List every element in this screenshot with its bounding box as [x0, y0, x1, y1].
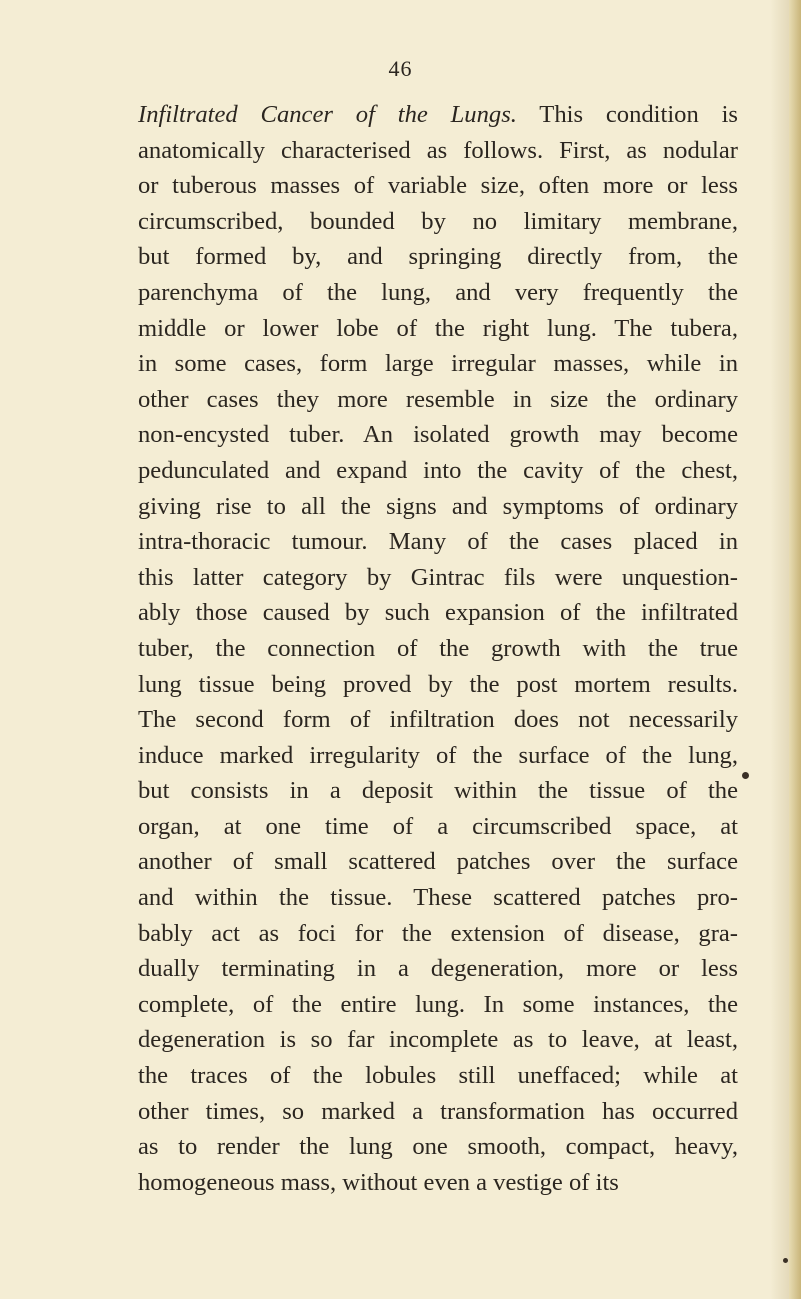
text-line: or tuberous masses of variable size, often more or less — [138, 172, 738, 200]
text-line: and within the tissue. These scattered patches pro- — [138, 884, 738, 912]
text-line: homogeneous mass, without even a vestige of its — [138, 1168, 619, 1196]
text-line: dually terminating in a degeneration, more or less — [138, 955, 738, 983]
ink-spot — [742, 772, 749, 779]
text-line: circumscribed, bounded by no limitary membrane, — [138, 207, 738, 235]
text-line: but formed by, and springing directly from, the — [138, 243, 738, 271]
text-line: but consists in a deposit within the tissue of the — [138, 777, 738, 805]
paragraph — [138, 97, 738, 1200]
text-line: organ, at one time of a circumscribed space, at — [138, 812, 738, 840]
text-line: degeneration is so far incomplete as to leave, at least, — [138, 1026, 738, 1054]
text-line: ably those caused by such expansion of the infiltrated — [138, 599, 738, 627]
text-line — [138, 97, 738, 133]
section-heading: Infiltrated Cancer of the Lungs. — [138, 101, 517, 128]
page-edge — [789, 0, 801, 1299]
text-line: tuber, the connection of the growth with the true — [138, 634, 738, 662]
text-line: as to render the lung one smooth, compact, heavy, — [138, 1133, 738, 1161]
text-line: this latter category by Gintrac fils were unquestion- — [138, 563, 738, 591]
page-number: 46 — [388, 56, 413, 81]
text-line: induce marked irregularity of the surface of the lung, — [138, 741, 738, 769]
text-line: the traces of the lobules still uneffaced; while at — [138, 1062, 738, 1090]
text-line: parenchyma of the lung, and very frequently the — [138, 278, 738, 306]
text-line: pedunculated and expand into the cavity of the chest, — [138, 456, 738, 484]
ink-spot — [783, 1258, 788, 1263]
text-line: in some cases, form large irregular masses, while in — [138, 350, 738, 378]
text-line: non-encysted tuber. An isolated growth may become — [138, 421, 738, 449]
text-line-rest: This condition is — [516, 101, 738, 128]
text-line: The second form of infiltration does not necessarily — [138, 706, 738, 734]
text-line: bably act as foci for the extension of disease, gra- — [138, 919, 738, 947]
text-line: middle or lower lobe of the right lung. The tubera, — [138, 314, 738, 342]
text-line: other cases they more resemble in size the ordinary — [138, 385, 738, 413]
text-line: complete, of the entire lung. In some instances, the — [138, 990, 738, 1018]
text-line: intra-thoracic tumour. Many of the cases placed in — [138, 528, 738, 556]
text-line: other times, so marked a transformation has occurred — [138, 1097, 738, 1125]
text-line: another of small scattered patches over the surface — [138, 848, 738, 876]
text-line: giving rise to all the signs and symptoms of ordinary — [138, 492, 738, 520]
text-line: lung tissue being proved by the post mortem results. — [138, 670, 738, 698]
text-line: anatomically characterised as follows. First, as nodular — [138, 136, 738, 164]
